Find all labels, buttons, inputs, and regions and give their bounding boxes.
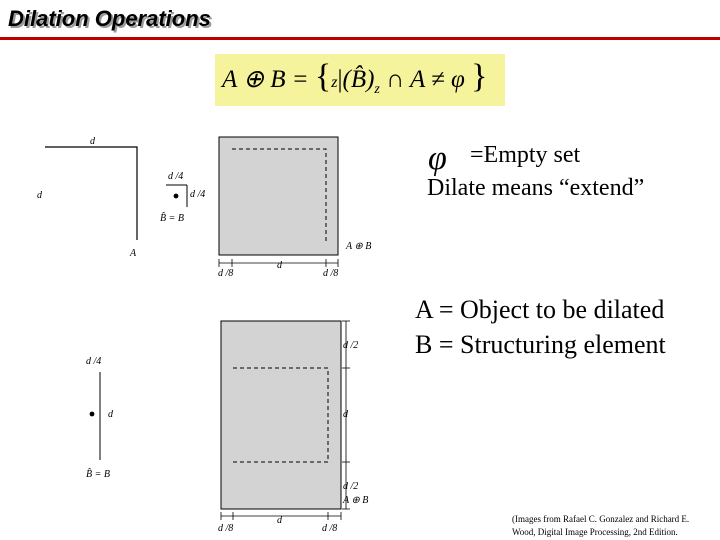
label-d8-left-top: d /8	[218, 268, 234, 279]
formula-close-brace: }	[471, 58, 488, 95]
se-origin-dot	[174, 194, 179, 199]
empty-set-text: =Empty set	[470, 142, 581, 168]
label-d-bottom-bottom: d	[277, 515, 282, 526]
image-credit	[512, 513, 689, 539]
credit-line-1: (Images from Rafael C. Gonzalez and Richard E.	[512, 514, 690, 524]
label-d8-left-bottom: d /8	[218, 523, 234, 534]
formula-open-brace: {	[314, 58, 332, 95]
label-bhat-eq-b-bottom: B̂ = B	[86, 469, 110, 480]
label-d-bottom-top: d	[277, 260, 282, 271]
label-d-left: d	[37, 190, 42, 201]
label-d2-bottom: d /2	[343, 481, 359, 492]
label-dilation-result-top: A ⊕ B	[346, 241, 372, 252]
label-d2-top: d /2	[343, 340, 359, 351]
credit-line-2: Wood, Digital Image Processing, 2nd Edition.	[512, 527, 678, 537]
label-d-right-bottom: d	[108, 409, 113, 420]
b-definition-text: B = Structuring element	[415, 330, 666, 359]
formula-bar: |	[337, 66, 343, 93]
se-origin-dot-bottom	[90, 412, 95, 417]
label-d4-top: d /4	[168, 171, 184, 182]
label-bhat-eq-b-top: B̂ = B	[160, 213, 184, 224]
slide-title: Dilation Operations	[8, 6, 211, 31]
label-dilation-result-bottom: A ⊕ B	[343, 495, 369, 506]
dilated-region-bottom	[221, 321, 341, 509]
label-d4-right: d /4	[190, 189, 206, 200]
formula-lhs: A ⊕ B =	[222, 66, 309, 93]
dilate-means-text: Dilate means “extend”	[427, 175, 645, 201]
label-a: A	[130, 248, 137, 259]
formula-b-hat: (B̂)	[342, 66, 375, 93]
a-definition-text: A = Object to be dilated	[415, 295, 665, 324]
formula-z: z	[331, 74, 338, 91]
phi-symbol: φ	[428, 140, 447, 177]
label-d8-right-bottom: d /8	[322, 523, 338, 534]
label-d4-bottom: d /4	[86, 356, 102, 367]
dilated-region-top	[219, 137, 338, 255]
object-a-outline	[45, 147, 137, 240]
label-d-top: d	[90, 136, 95, 147]
label-d-mid: d	[343, 409, 348, 420]
label-d8-right-top: d /8	[323, 268, 339, 279]
formula-subscript-z: z	[374, 82, 380, 97]
formula-rest: ∩ A ≠ φ	[386, 66, 465, 93]
